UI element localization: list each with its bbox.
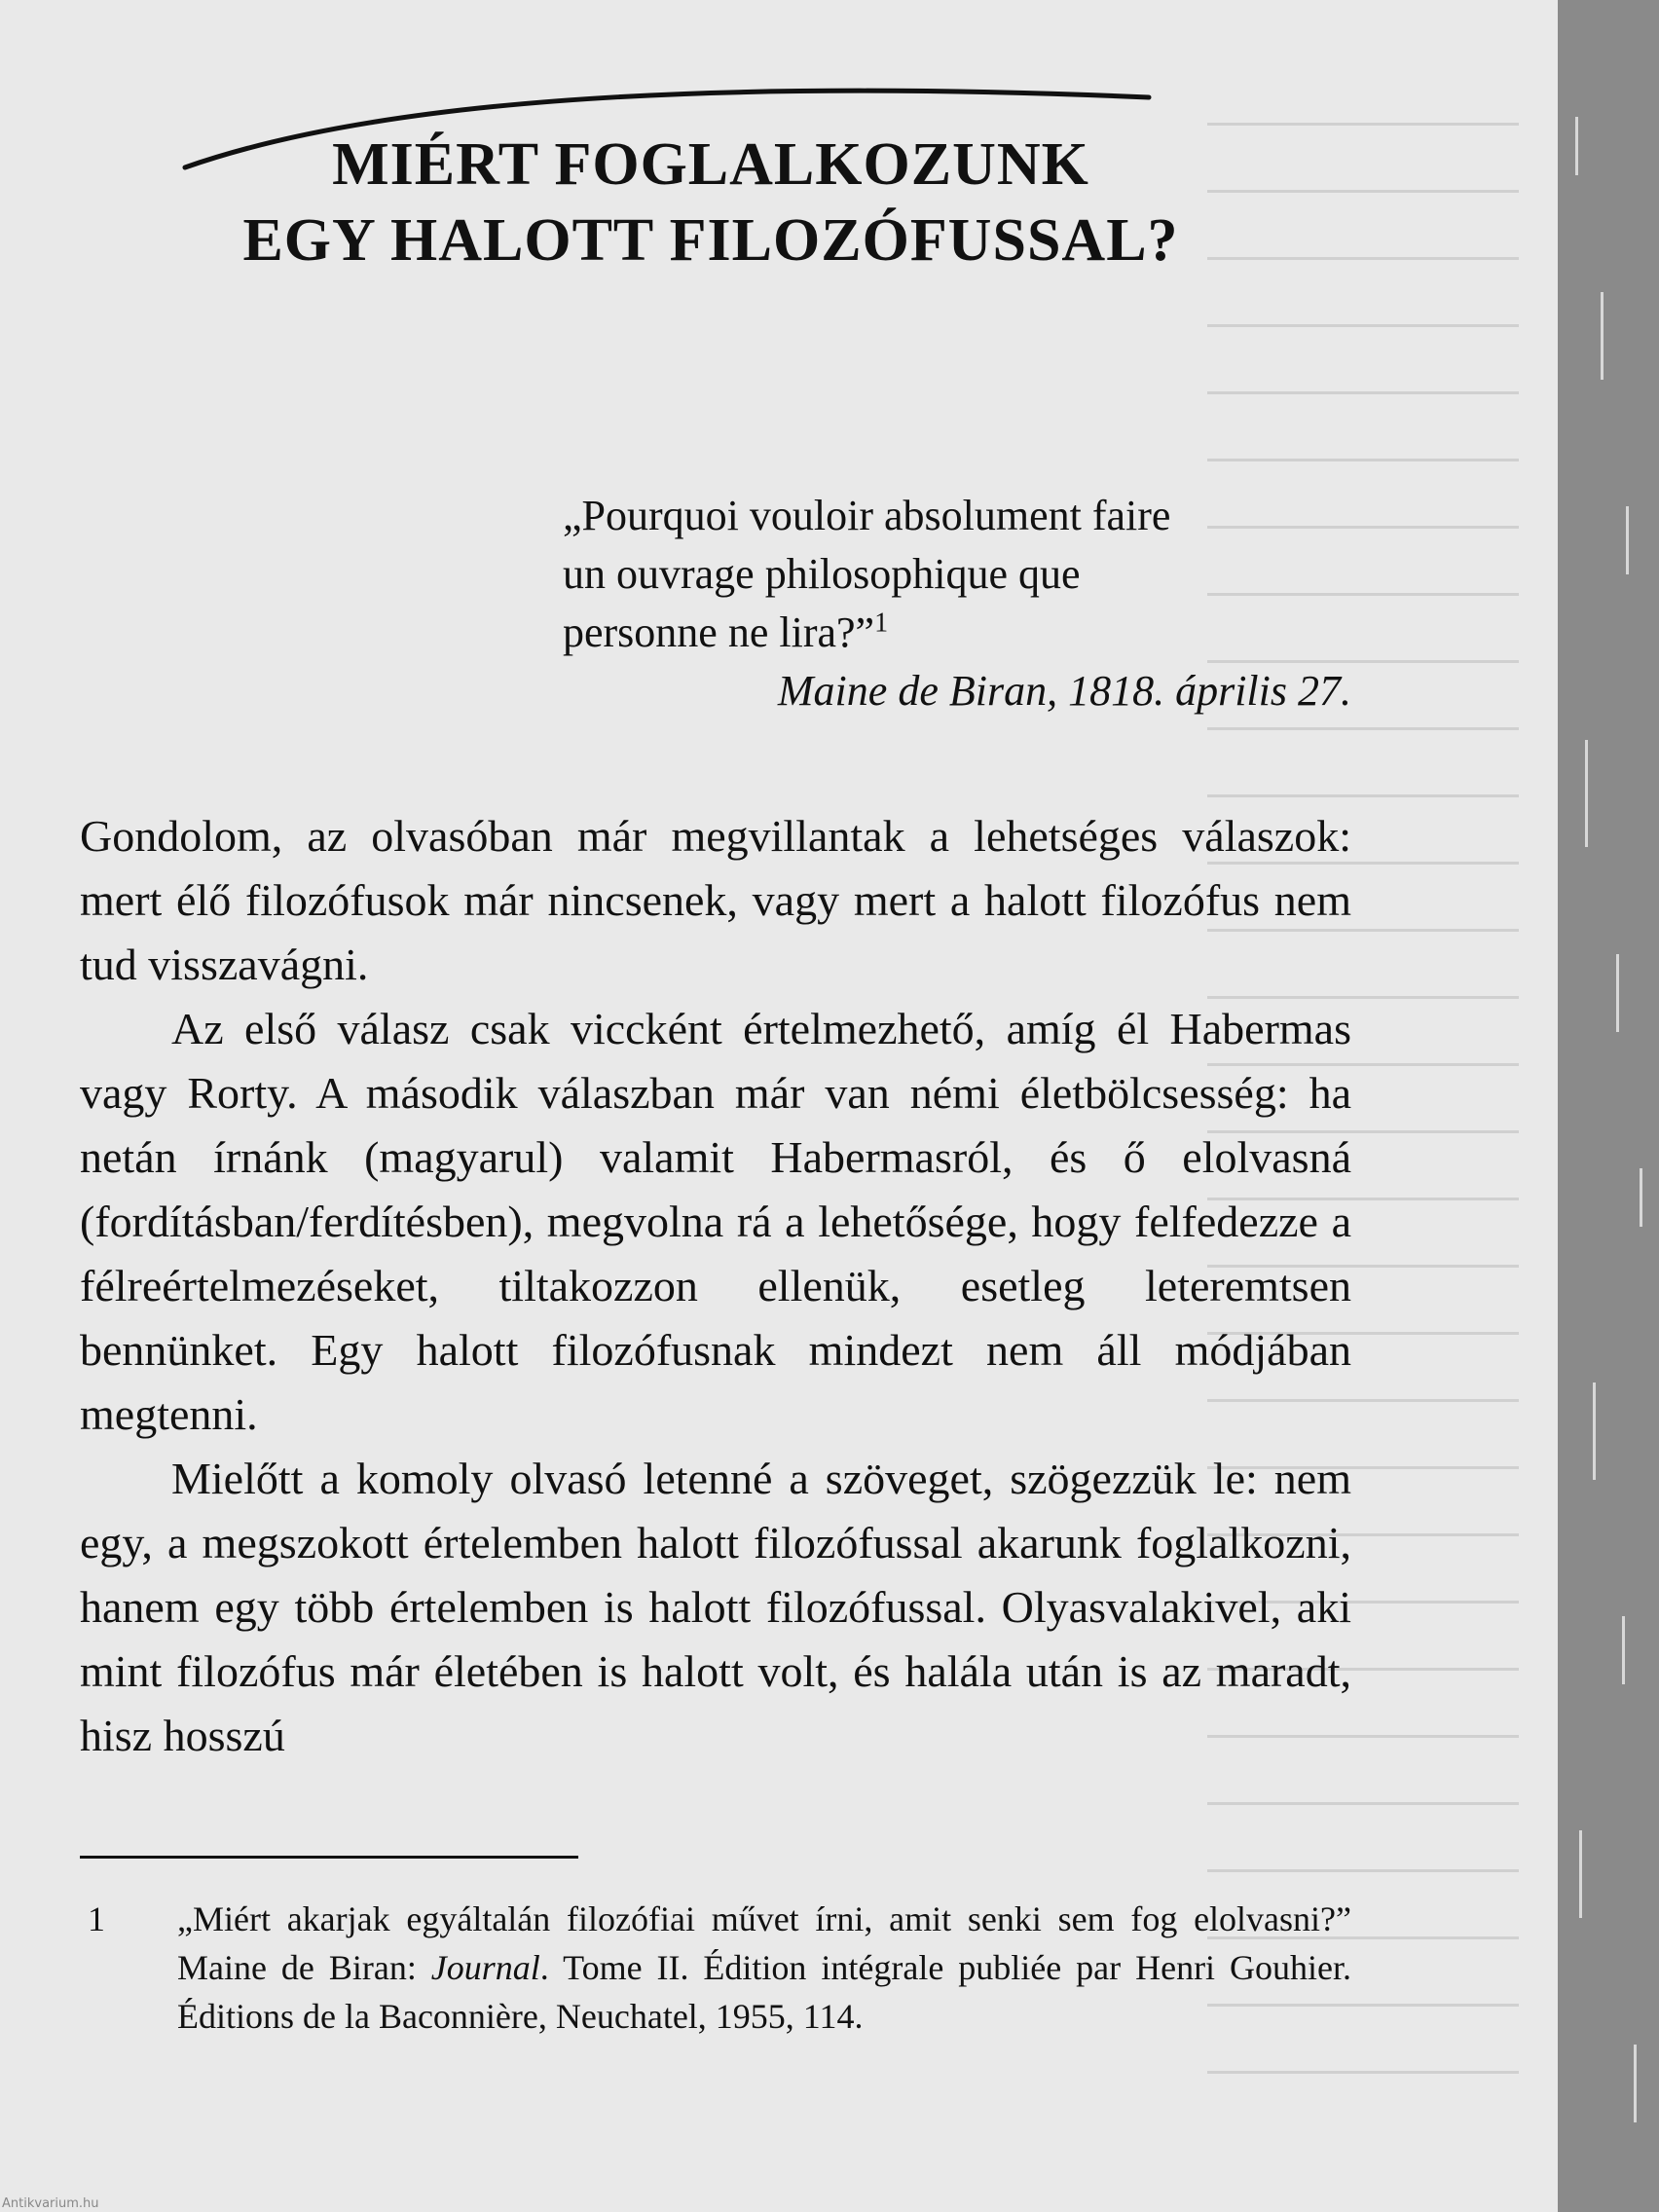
footnote: [80, 1895, 1351, 2041]
paragraph-1: Gondolom, az olvasóban már megvillantak a lehetséges válaszok: mert élő filozófusok már nincsenek, vagy mert a halott filozófus nem tud visszavágni.: [80, 811, 1351, 989]
epigraph-line-3-text: personne ne lira?”: [563, 608, 875, 656]
epigraph-attribution: Maine de Biran, 1818. április 27.: [777, 667, 1351, 715]
footnote-number: 1: [88, 1899, 105, 1938]
footnote-text: [177, 1895, 1351, 2041]
epigraph-line-3: [563, 604, 1351, 662]
chapter-title: [175, 127, 1246, 278]
epigraph-line-1: „Pourquoi vouloir absolument faire: [563, 492, 1171, 539]
footnote-text-part-1: „Miért akarjak egyáltalán filozófiai művet írni, amit senki sem fog elolvasni?” Maine de Biran:: [177, 1899, 1351, 1987]
chapter-title-line-2: EGY HALOTT FILOZÓFUSSAL?: [242, 207, 1179, 274]
footnote-reference[interactable]: 1: [874, 608, 889, 639]
footnote-divider: [80, 1856, 578, 1859]
adjacent-page-edge: [1558, 0, 1659, 2212]
paragraph-3: Mielőtt a komoly olvasó letenné a szöveget, szögezzük le: nem egy, a megszokott értelemben halott filozófussal akarunk foglalkozni, hanem egy több értelemben is halott filozófussal. Olyasvalakivel, aki mint filozófus már életében is halott volt, és halála után is az maradt, hisz hosszú: [80, 1454, 1351, 1760]
footnote-journal-title: Journal: [430, 1948, 540, 1987]
chapter-title-line-1: MIÉRT FOGLALKOZUNK: [332, 131, 1089, 198]
epigraph: [563, 487, 1351, 720]
body-text: [80, 804, 1351, 1768]
paragraph-2: Az első válasz csak viccként értelmezhető, amíg él Habermas vagy Rorty. A második válaszban már van némi életbölcsesség: ha netán írnánk (magyarul) valamit Habermasról, és ő elolvasná (fordításban/ferdítésben), megvolna rá a lehetősége, hogy felfedezze a félreértelmezéseket, tiltakozzon ellenük, esetleg leteremtsen bennünket. Egy halott filozófusnak mindezt nem áll módjában megtenni.: [80, 1004, 1351, 1439]
watermark: Antikvarium.hu: [2, 2196, 99, 2211]
footnote-text-part-2: . Tome II. Édition intégrale publiée par Henri Gouhier. Éditions de la Baconnière, Neuchatel, 1955, 114.: [177, 1948, 1351, 2036]
epigraph-line-2: un ouvrage philosophique que: [563, 550, 1081, 598]
